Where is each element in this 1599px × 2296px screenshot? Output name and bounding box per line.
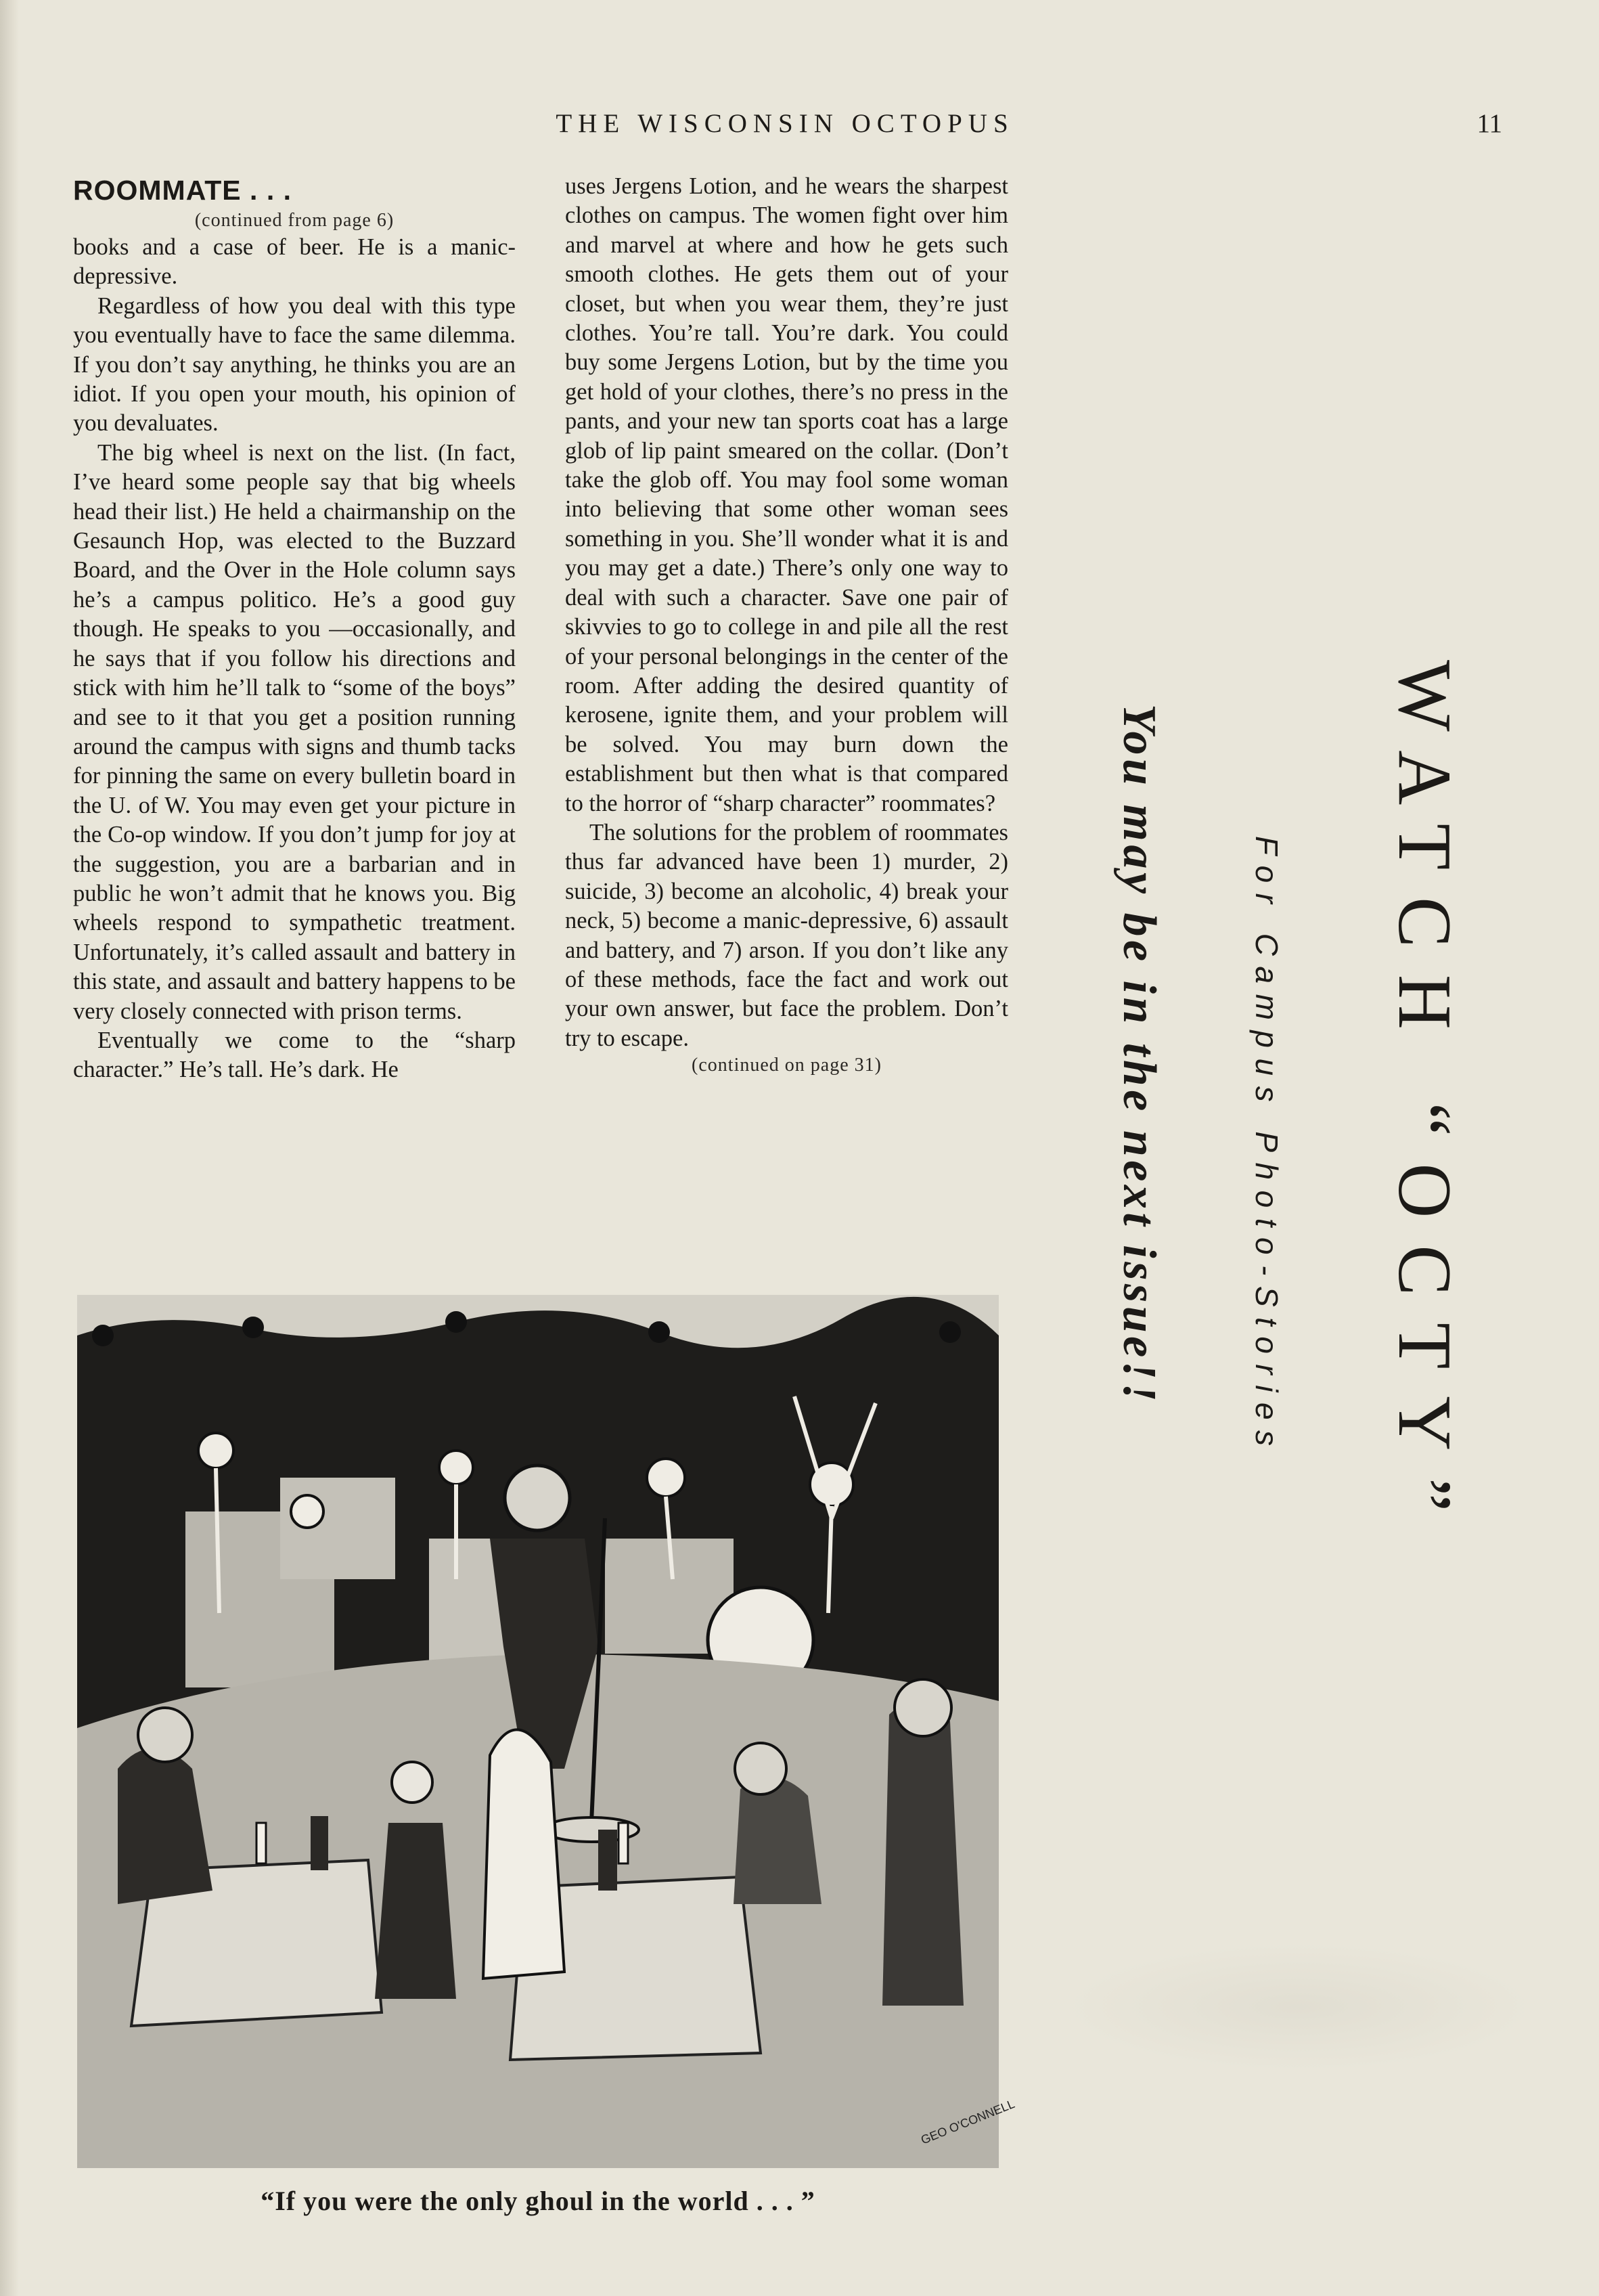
running-head: THE WISCONSIN OCTOPUS: [556, 109, 1014, 138]
paragraph: Regardless of how you deal with this type you eventually have to face the same dilemma. If you don’t say anything, he thinks you are an idiot. If you open your mouth, his opinion of you devaluates.: [73, 292, 516, 437]
ad-subline: For Campus Photo-Stories: [1249, 836, 1284, 1457]
article-title: ROOMMATE . . .: [73, 175, 292, 206]
article-column-left: [73, 172, 516, 1085]
paragraph: books and a case of beer. He is a manic-depressive.: [73, 234, 516, 290]
continued-from-note: (continued from page 6): [194, 210, 395, 231]
show-through-text: [1020, 256, 1440, 351]
paragraph: Eventually we come to the “sharp character.” He’s tall. He’s dark. He: [73, 1027, 516, 1083]
paragraph: The big wheel is next on the list. (In fact, I’ve heard some people say that big wheels head their list.) He held a chairmanship on the Gesaunch Hop, was elected to the Buzzard Board, and the Over in the Hole column says he’s a campus politico. He’s a good guy though. He speaks to you —occasionally, and he says that if you follow his directions and stick with him he’ll talk to “some of the boys” and see to it that you get a position running around the campus with signs and thumb tacks for pinning the same on every bulletin board in the U. of W. You may even get your picture in the Co-op window. If you don’t jump for joy at the suggestion, you are a barbarian and in public he won’t admit that he knows you. Big wheels respond to sympathetic treatment. Unfortunately, it’s called assault and battery in this state, and assault and battery happens to be very closely connected with prison terms.: [73, 439, 516, 1024]
paragraph: uses Jergens Lotion, and he wears the sharpest clothes on campus. The women fight over him and marvel at where and how he gets such smooth clothes. He gets them out of your closet, but when you wear them, they’re just clothes. You’re tall. You’re dark. You could buy some Jergens Lotion, but by the time you get hold of your clothes, there’s no press in the pants, and your new tan sports coat has a large glob of lip paint smeared on the collar. (Don’t take the glob off. You may fool some woman into believing that some other woman sees something in you. She’ll wonder what it is and you may get a date.) There’s only one way to deal with such a character. Save one pair of skivvies to go to college in and pile all the rest of your personal belongings in the center of the room. After adding the desired quantity of kerosene, ignite them, and your problem will be solved. You may burn down the establishment but then what is that compared to the horror of “sharp character” roommates?: [565, 173, 1008, 816]
article-column-right: [565, 172, 1008, 1078]
ad-headline: WATCH “OCTY”: [1382, 660, 1466, 1539]
page-number: 11: [1477, 109, 1502, 138]
page-binding-edge: [0, 0, 19, 2296]
artist-signature: GEO O'CONNELL: [919, 2096, 1017, 2147]
cartoon-illustration: [77, 1295, 1017, 2168]
show-through-shadow: [1062, 1943, 1536, 2071]
illustration-caption: “If you were the only ghoul in the world . . . ”: [261, 2186, 815, 2216]
paragraph: The solutions for the problem of roommates thus far advanced have been 1) murder, 2) suicide, 3) become an alcoholic, 4) break your neck, 5) become a manic-depressive, 6) assault and battery, and 7) arson. If you don’t like any of these methods, face the fact and work out your own answer, but face the problem. Don’t try to escape.: [565, 819, 1008, 1051]
ad-tagline: You may be in the next issue!!: [1113, 704, 1165, 1406]
continued-on-note: (continued on page 31): [692, 1055, 882, 1076]
